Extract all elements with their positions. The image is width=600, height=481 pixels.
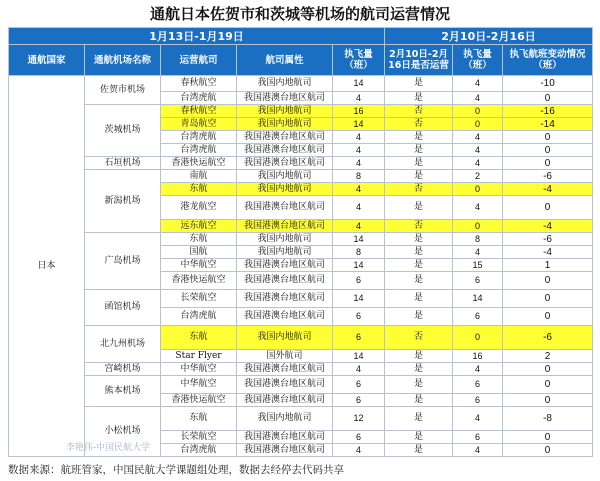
header-airline: 运营航司	[161, 45, 237, 76]
flights-before-cell: 4	[333, 363, 385, 376]
airline-cell: 中华航空	[161, 363, 237, 376]
airport-cell: 北九州机场	[85, 326, 161, 363]
operating-cell: 否	[385, 183, 453, 196]
flights-before-cell: 4	[333, 92, 385, 105]
attr-cell: 我国内地航司	[237, 246, 333, 259]
flights-before-cell: 12	[333, 407, 385, 431]
column-header-row	[9, 45, 593, 76]
airline-cell: 东航	[161, 183, 237, 196]
operating-cell: 否	[385, 220, 453, 233]
change-cell: 0	[503, 272, 593, 290]
operating-cell: 是	[385, 376, 453, 394]
airline-cell: 香港快运航空	[161, 272, 237, 290]
attr-cell: 我国港澳台地区航司	[237, 394, 333, 407]
attr-cell: 我国港澳台地区航司	[237, 363, 333, 376]
attr-cell: 我国内地航司	[237, 233, 333, 246]
flight-table	[8, 27, 593, 457]
attr-cell: 我国港澳台地区航司	[237, 444, 333, 457]
flights-after-cell: 0	[453, 220, 503, 233]
attr-cell: 我国港澳台地区航司	[237, 220, 333, 233]
flights-after-cell: 4	[453, 363, 503, 376]
flights-after-cell: 6	[453, 394, 503, 407]
flights-before-cell: 14	[333, 76, 385, 92]
table-row	[9, 170, 593, 183]
header-country: 通航国家	[9, 45, 85, 76]
change-cell: 0	[503, 363, 593, 376]
airline-cell: 春秋航空	[161, 105, 237, 118]
attr-cell: 我国内地航司	[237, 407, 333, 431]
flights-before-cell: 6	[333, 376, 385, 394]
operating-cell: 是	[385, 196, 453, 220]
operating-cell: 是	[385, 170, 453, 183]
airport-cell: 熊本机场	[85, 376, 161, 407]
attr-cell: 我国港澳台地区航司	[237, 290, 333, 308]
airline-cell: 中华航空	[161, 376, 237, 394]
flights-after-cell: 4	[453, 131, 503, 144]
flights-after-cell: 4	[453, 76, 503, 92]
table-row	[9, 290, 593, 308]
table-row	[9, 105, 593, 118]
airline-cell: 港龙航空	[161, 196, 237, 220]
airline-cell: 青岛航空	[161, 118, 237, 131]
table-row	[9, 157, 593, 170]
change-cell: -6	[503, 233, 593, 246]
airline-cell: 长荣航空	[161, 290, 237, 308]
change-cell: -16	[503, 105, 593, 118]
operating-cell: 是	[385, 431, 453, 444]
flights-after-cell: 6	[453, 376, 503, 394]
flights-after-cell: 8	[453, 233, 503, 246]
airline-cell: Star Flyer	[161, 350, 237, 363]
change-cell: -14	[503, 118, 593, 131]
airline-cell: 台湾虎航	[161, 131, 237, 144]
period-right-header: 2月10日-2月16日	[385, 28, 593, 45]
airline-cell: 香港快运航空	[161, 394, 237, 407]
table-row	[9, 376, 593, 394]
airline-cell: 台湾虎航	[161, 444, 237, 457]
table-row	[9, 407, 593, 431]
flights-before-cell: 4	[333, 183, 385, 196]
attr-cell: 我国港澳台地区航司	[237, 131, 333, 144]
airline-cell: 东航	[161, 407, 237, 431]
flights-after-cell: 4	[453, 157, 503, 170]
change-cell: -4	[503, 220, 593, 233]
airline-cell: 台湾虎航	[161, 92, 237, 105]
source-footer: 数据来源：航班管家，中国民航大学课题组处理，数据去经停去代码共享	[8, 464, 344, 476]
flights-after-cell: 4	[453, 246, 503, 259]
change-cell: -4	[503, 183, 593, 196]
flights-after-cell: 4	[453, 92, 503, 105]
flights-after-cell: 6	[453, 308, 503, 326]
flights-before-cell: 14	[333, 118, 385, 131]
attr-cell: 我国内地航司	[237, 326, 333, 350]
change-cell: 2	[503, 350, 593, 363]
flights-after-cell: 14	[453, 290, 503, 308]
attr-cell: 我国港澳台地区航司	[237, 308, 333, 326]
table-body	[9, 76, 593, 457]
airport-cell: 佐贺市机场	[85, 76, 161, 105]
flights-before-cell: 4	[333, 444, 385, 457]
change-cell: 1	[503, 259, 593, 272]
attr-cell: 我国内地航司	[237, 118, 333, 131]
change-cell: 0	[503, 196, 593, 220]
airline-cell: 香港快运航空	[161, 157, 237, 170]
flights-before-cell: 4	[333, 196, 385, 220]
flights-before-cell: 4	[333, 157, 385, 170]
attr-cell: 我国内地航司	[237, 170, 333, 183]
operating-cell: 是	[385, 76, 453, 92]
change-cell: 0	[503, 444, 593, 457]
change-cell: -6	[503, 326, 593, 350]
attr-cell: 我国港澳台地区航司	[237, 259, 333, 272]
flights-before-cell: 14	[333, 290, 385, 308]
flights-before-cell: 14	[333, 259, 385, 272]
change-cell: 0	[503, 290, 593, 308]
airport-cell: 宫崎机场	[85, 363, 161, 376]
flights-before-cell: 4	[333, 144, 385, 157]
flights-after-cell: 0	[453, 105, 503, 118]
table-row	[9, 326, 593, 350]
flights-after-cell: 0	[453, 183, 503, 196]
airline-cell: 东航	[161, 233, 237, 246]
flights-after-cell: 16	[453, 350, 503, 363]
airline-cell: 远东航空	[161, 220, 237, 233]
flights-after-cell: 4	[453, 196, 503, 220]
airline-cell: 长荣航空	[161, 431, 237, 444]
flights-after-cell: 4	[453, 407, 503, 431]
attr-cell: 我国港澳台地区航司	[237, 196, 333, 220]
airline-cell: 台湾虎航	[161, 308, 237, 326]
operating-cell: 是	[385, 259, 453, 272]
attr-cell: 我国内地航司	[237, 183, 333, 196]
flights-before-cell: 8	[333, 246, 385, 259]
airline-cell: 国航	[161, 246, 237, 259]
operating-cell: 是	[385, 394, 453, 407]
attr-cell: 我国内地航司	[237, 105, 333, 118]
period-left-header: 1月13日-1月19日	[9, 28, 385, 45]
flights-after-cell: 4	[453, 144, 503, 157]
flights-after-cell: 0	[453, 118, 503, 131]
operating-cell: 是	[385, 92, 453, 105]
flights-after-cell: 2	[453, 170, 503, 183]
table-row	[9, 363, 593, 376]
change-cell: -6	[503, 170, 593, 183]
change-cell: 0	[503, 431, 593, 444]
page-title: 通航日本佐贺市和茨城等机场的航司运营情况	[149, 5, 450, 23]
attr-cell: 我国港澳台地区航司	[237, 157, 333, 170]
country-cell: 日本	[9, 76, 85, 457]
header-flights-before: 执飞量（班）	[333, 45, 385, 76]
attr-cell: 我国港澳台地区航司	[237, 376, 333, 394]
change-cell: -4	[503, 246, 593, 259]
airline-cell: 春秋航空	[161, 76, 237, 92]
watermark-text: 李艳伟-中国民航大学	[66, 443, 151, 453]
flights-before-cell: 6	[333, 308, 385, 326]
flights-after-cell: 6	[453, 272, 503, 290]
flights-before-cell: 16	[333, 105, 385, 118]
change-cell: 0	[503, 394, 593, 407]
operating-cell: 是	[385, 246, 453, 259]
airline-cell: 台湾虎航	[161, 144, 237, 157]
header-change: 执飞航班变动情况（班）	[503, 45, 593, 76]
airline-cell: 东航	[161, 326, 237, 350]
attr-cell: 国外航司	[237, 350, 333, 363]
change-cell: 0	[503, 144, 593, 157]
operating-cell: 是	[385, 444, 453, 457]
header-airport: 通航机场名称	[85, 45, 161, 76]
operating-cell: 是	[385, 157, 453, 170]
flights-before-cell: 4	[333, 220, 385, 233]
attr-cell: 我国港澳台地区航司	[237, 144, 333, 157]
flights-before-cell: 14	[333, 233, 385, 246]
airline-cell: 南航	[161, 170, 237, 183]
operating-cell: 是	[385, 144, 453, 157]
change-cell: 0	[503, 376, 593, 394]
airport-cell: 广岛机场	[85, 233, 161, 290]
operating-cell: 否	[385, 118, 453, 131]
attr-cell: 我国内地航司	[237, 76, 333, 92]
flights-after-cell: 4	[453, 444, 503, 457]
change-cell: 0	[503, 308, 593, 326]
flights-after-cell: 6	[453, 431, 503, 444]
operating-cell: 是	[385, 272, 453, 290]
change-cell: -8	[503, 407, 593, 431]
attr-cell: 我国港澳台地区航司	[237, 92, 333, 105]
change-cell: 0	[503, 131, 593, 144]
attr-cell: 我国港澳台地区航司	[237, 272, 333, 290]
operating-cell: 是	[385, 131, 453, 144]
airport-cell: 函馆机场	[85, 290, 161, 326]
header-operating: 2月10日-2月16日是否运营	[385, 45, 453, 76]
flights-after-cell: 15	[453, 259, 503, 272]
period-header-row	[9, 28, 593, 45]
airport-cell: 石垣机场	[85, 157, 161, 170]
operating-cell: 否	[385, 326, 453, 350]
attr-cell: 我国港澳台地区航司	[237, 431, 333, 444]
table-row	[9, 76, 593, 92]
airline-cell: 中华航空	[161, 259, 237, 272]
operating-cell: 否	[385, 105, 453, 118]
flights-before-cell: 6	[333, 326, 385, 350]
table-row	[9, 233, 593, 246]
header-attr: 航司属性	[237, 45, 333, 76]
operating-cell: 是	[385, 407, 453, 431]
change-cell: 0	[503, 157, 593, 170]
change-cell: 0	[503, 92, 593, 105]
airport-cell: 茨城机场	[85, 105, 161, 157]
flights-before-cell: 6	[333, 431, 385, 444]
change-cell: -10	[503, 76, 593, 92]
operating-cell: 是	[385, 233, 453, 246]
flights-after-cell: 0	[453, 326, 503, 350]
header-flights-after: 执飞量（班）	[453, 45, 503, 76]
operating-cell: 是	[385, 308, 453, 326]
airport-cell: 小松机场	[85, 407, 161, 457]
flights-before-cell: 14	[333, 350, 385, 363]
airport-cell: 新潟机场	[85, 170, 161, 233]
operating-cell: 是	[385, 363, 453, 376]
operating-cell: 是	[385, 350, 453, 363]
flights-before-cell: 6	[333, 272, 385, 290]
flights-before-cell: 6	[333, 394, 385, 407]
flights-before-cell: 8	[333, 170, 385, 183]
flights-before-cell: 4	[333, 131, 385, 144]
operating-cell: 是	[385, 290, 453, 308]
